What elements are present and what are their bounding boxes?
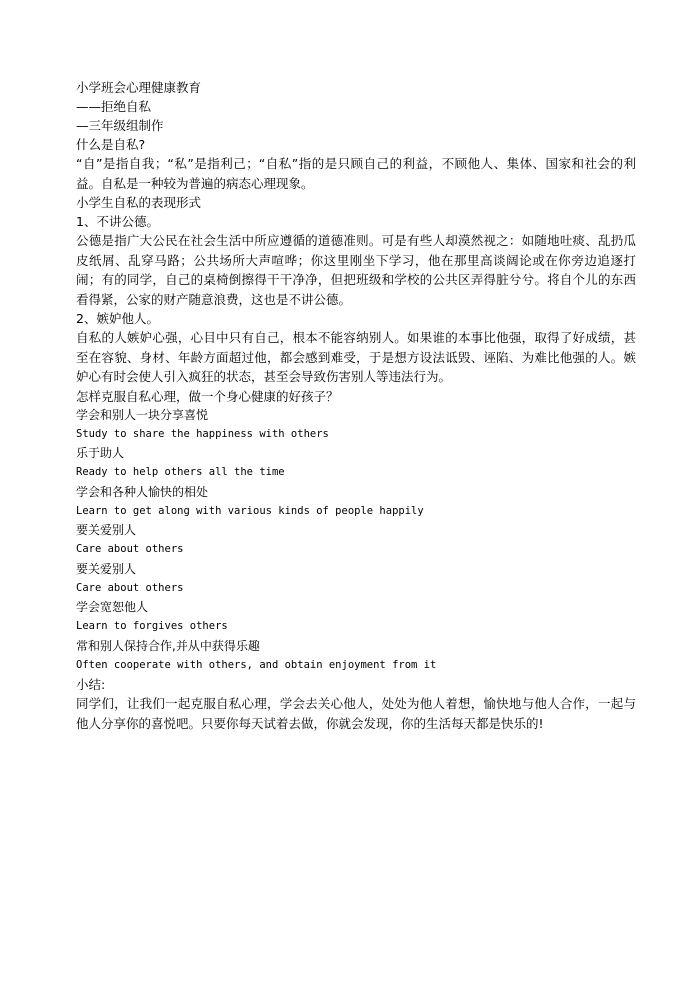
- document-subtitle: ——拒绝自私: [76, 99, 152, 114]
- tip-en: Learn to forgives others: [76, 620, 228, 632]
- tip-cn: 要关爱别人: [76, 561, 137, 576]
- tip-en: Often cooperate with others, and obtain enjoyment from it: [76, 658, 437, 671]
- document-author: —三年级组制作: [76, 118, 164, 133]
- point2-paragraph: 自私的人嫉妒心强，心目中只有自己，根本不能容纳别人。如果谁的本事比他强，取得了好成绩，甚至在容貌、身材、年龄方面超过他，都会感到难受，于是想方设法诋毁、诬陷、为难比他强的人。嫉妒心有时会使人引入疯狂的状态，甚至会导致伤害别人等违法行为。: [76, 330, 636, 384]
- tip-en: Care about others: [76, 581, 184, 594]
- summary-paragraph: 同学们，让我们一起克服自私心理，学会去关心他人，处处为他人着想，愉快地与他人合作，一起与他人分享你的喜悦吧。只要你每天试着去做，你就会发现，你的生活每天都是快乐的!: [76, 696, 636, 731]
- tip-cn: 学会和别人一块分享喜悦: [76, 407, 209, 422]
- tip-cn: 要关爱别人: [76, 523, 137, 537]
- point1-paragraph: 公德是指广大公民在社会生活中所应遵循的道德准则。可是有些人却漠然视之：如随地吐痰、乱扔瓜皮纸屑、乱穿马路；公共场所大声喧哗；你这里刚坐下学习，他在那里高谈阔论或在你旁边追逐打闹；有的同学，自己的桌椅倒擦得干干净净，但把班级和学校的公共区弄得脏兮兮。将自个儿的东西看得紧，公家的财产随意浪费，这也是不讲公德。: [76, 233, 636, 307]
- point1-title: 1、不讲公德。: [76, 214, 159, 229]
- document-page: [76, 78, 636, 733]
- tips-list: [76, 406, 636, 676]
- tip-en: Care about others: [76, 543, 184, 555]
- document-title: 小学班会心理健康教育: [76, 80, 202, 95]
- tip-cn: 常和别人保持合作,并从中获得乐趣: [76, 638, 260, 653]
- question-how: 怎样克服自私心理，做一个身心健康的好孩子？: [76, 388, 339, 404]
- summary-heading: 小结:: [76, 677, 106, 692]
- tip-en: Learn to get along with various kinds of people happily: [76, 504, 424, 517]
- tip-cn: 学会宽恕他人: [76, 600, 149, 614]
- tip-en: Study to share the happiness with others: [76, 427, 329, 440]
- definition-paragraph: “自”是指自我；“私”是指利己；“自私”指的是只顾自己的利益，不顾他人、集体、国家和社会的利益。自私是一种较为普遍的病态心理现象。: [76, 156, 636, 191]
- tip-en: Ready to help others all the time: [76, 466, 285, 478]
- point2-title: 2、嫉妒他人。: [76, 311, 159, 326]
- question-what: 什么是自私?: [76, 137, 146, 152]
- tip-cn: 学会和各种人愉快的相处: [76, 484, 209, 499]
- forms-heading: 小学生自私的表现形式: [76, 195, 202, 210]
- tip-cn: 乐于助人: [76, 446, 125, 460]
